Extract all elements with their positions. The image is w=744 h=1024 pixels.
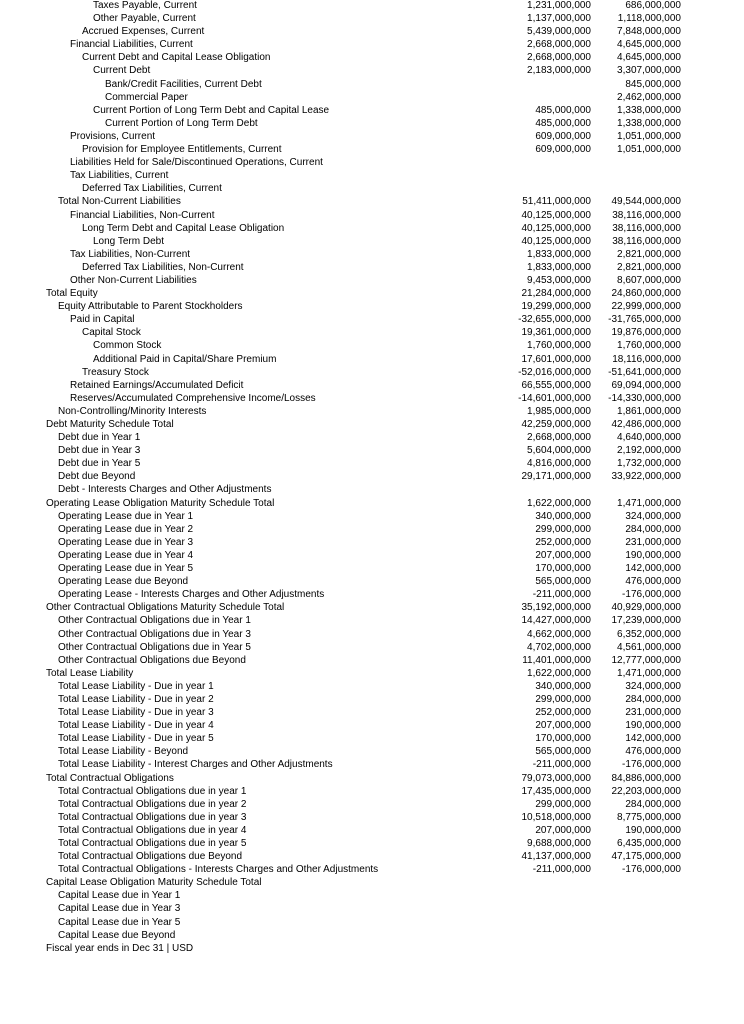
value-period-1: 4,662,000,000 <box>527 628 591 640</box>
row-label: Capital Lease due in Year 3 <box>58 903 181 915</box>
row-label: Total Contractual Obligations due in year 4 <box>58 824 247 836</box>
value-period-1: 485,000,000 <box>535 104 591 116</box>
row-label: Current Debt and Capital Lease Obligation <box>82 52 271 64</box>
value-period-1: 14,427,000,000 <box>521 615 591 627</box>
table-row <box>0 798 744 811</box>
row-label: Total Contractual Obligations due in year 3 <box>58 811 247 823</box>
table-row <box>0 444 744 457</box>
value-period-2: 40,929,000,000 <box>611 602 681 614</box>
row-label: Reserves/Accumulated Comprehensive Income/Losses <box>70 392 316 404</box>
value-period-1: -211,000,000 <box>532 589 591 601</box>
value-period-2: 190,000,000 <box>625 824 681 836</box>
value-period-1: -52,016,000,000 <box>518 366 591 378</box>
row-label: Taxes Payable, Current <box>93 0 197 11</box>
table-row <box>0 300 744 313</box>
value-period-1: 2,668,000,000 <box>527 39 591 51</box>
value-period-2: 47,175,000,000 <box>611 851 681 863</box>
row-label: Debt - Interests Charges and Other Adjustments <box>58 484 272 496</box>
value-period-2: 231,000,000 <box>625 707 681 719</box>
value-period-1: 170,000,000 <box>535 563 591 575</box>
value-period-1: 1,137,000,000 <box>527 13 591 25</box>
row-label: Deferred Tax Liabilities, Current <box>82 183 222 195</box>
value-period-2: 1,338,000,000 <box>617 104 681 116</box>
row-label: Capital Lease due in Year 5 <box>58 916 181 928</box>
row-label: Current Portion of Long Term Debt <box>105 117 258 129</box>
value-period-2: 1,471,000,000 <box>617 497 681 509</box>
row-label: Financial Liabilities, Current <box>70 39 193 51</box>
table-row <box>0 405 744 418</box>
table-row <box>0 457 744 470</box>
row-label: Other Contractual Obligations due in Year 5 <box>58 641 251 653</box>
row-label: Total Contractual Obligations due in year 5 <box>58 838 247 849</box>
row-label: Total Lease Liability - Due in year 3 <box>58 707 214 719</box>
value-period-2: 1,760,000,000 <box>617 340 681 352</box>
row-label: Operating Lease due Beyond <box>58 576 189 588</box>
value-period-2: 8,775,000,000 <box>617 811 681 823</box>
table-row <box>0 261 744 274</box>
row-label: Operating Lease due in Year 2 <box>58 523 194 535</box>
table-row <box>0 693 744 706</box>
table-row <box>0 169 744 182</box>
row-label: Other Non-Current Liabilities <box>70 274 197 286</box>
value-period-2: 12,777,000,000 <box>611 654 681 666</box>
table-row <box>0 536 744 549</box>
row-label: Other Contractual Obligations due in Year 1 <box>58 615 251 627</box>
value-period-2: 1,338,000,000 <box>617 117 681 129</box>
table-row <box>0 156 744 169</box>
row-label: Current Debt <box>93 65 151 77</box>
table-row <box>0 549 744 562</box>
value-period-1: 1,833,000,000 <box>527 261 591 273</box>
table-row <box>0 889 744 902</box>
table-row <box>0 12 744 25</box>
row-label: Commercial Paper <box>105 91 188 103</box>
row-label: Operating Lease due in Year 4 <box>58 549 194 561</box>
value-period-2: 19,876,000,000 <box>611 327 681 339</box>
value-period-2: 38,116,000,000 <box>612 222 681 234</box>
row-label: Paid in Capital <box>70 314 135 326</box>
value-period-1: 2,668,000,000 <box>527 432 591 444</box>
table-row <box>0 104 744 117</box>
row-label: Additional Paid in Capital/Share Premium <box>93 353 277 365</box>
value-period-1: 299,000,000 <box>535 798 591 810</box>
value-period-2: 324,000,000 <box>625 510 681 522</box>
table-row <box>0 588 744 601</box>
value-period-1: 299,000,000 <box>535 523 591 535</box>
table-row <box>0 353 744 366</box>
row-label: Total Non-Current Liabilities <box>58 196 181 208</box>
row-label: Tax Liabilities, Non-Current <box>70 248 191 260</box>
value-period-2: 6,352,000,000 <box>617 628 681 640</box>
value-period-2: 1,732,000,000 <box>617 458 681 470</box>
row-label: Other Contractual Obligations due Beyond <box>58 654 246 666</box>
row-label: Debt due in Year 1 <box>58 432 141 444</box>
table-row <box>0 680 744 693</box>
row-label: Total Lease Liability - Due in year 5 <box>58 733 214 745</box>
table-row <box>0 654 744 667</box>
value-period-1: 19,299,000,000 <box>521 301 591 313</box>
value-period-1: 299,000,000 <box>535 693 591 705</box>
value-period-1: 207,000,000 <box>535 824 591 836</box>
value-period-1: 609,000,000 <box>535 144 591 156</box>
value-period-1: 2,183,000,000 <box>527 65 591 77</box>
value-period-2: 2,192,000,000 <box>617 445 681 457</box>
row-label: Provisions, Current <box>70 130 156 142</box>
value-period-2: 84,886,000,000 <box>611 772 681 784</box>
table-row <box>0 837 744 850</box>
value-period-2: 22,203,000,000 <box>611 785 681 797</box>
value-period-2: 42,486,000,000 <box>611 419 681 430</box>
row-label: Provision for Employee Entitlements, Current <box>82 144 282 156</box>
value-period-1: 1,985,000,000 <box>527 405 591 417</box>
row-label: Total Lease Liability - Interest Charges and Other Adjustments <box>58 759 333 771</box>
table-row <box>0 38 744 51</box>
table-row <box>0 876 744 889</box>
value-period-2: 38,116,000,000 <box>612 235 681 247</box>
value-period-1: 40,125,000,000 <box>521 222 591 234</box>
value-period-2: 8,607,000,000 <box>617 274 681 286</box>
row-label: Other Contractual Obligations Maturity Schedule Total <box>46 602 285 614</box>
value-period-1: 609,000,000 <box>535 130 591 142</box>
row-label: Other Contractual Obligations due in Year 3 <box>58 628 251 640</box>
value-period-1: 1,760,000,000 <box>527 340 591 352</box>
table-row <box>0 929 744 942</box>
row-label: Long Term Debt <box>93 235 164 247</box>
table-row <box>0 706 744 719</box>
value-period-2: 1,051,000,000 <box>617 144 681 156</box>
table-row <box>0 902 744 915</box>
value-period-2: 324,000,000 <box>625 680 681 692</box>
value-period-2: 476,000,000 <box>625 746 681 758</box>
row-label: Total Equity <box>46 288 98 300</box>
row-label: Debt Maturity Schedule Total <box>46 419 174 430</box>
table-row <box>0 431 744 444</box>
value-period-2: -14,330,000,000 <box>608 392 681 404</box>
table-row <box>0 313 744 326</box>
table-row <box>0 824 744 837</box>
value-period-1: 207,000,000 <box>535 549 591 561</box>
row-label: Operating Lease Obligation Maturity Schedule Total <box>46 497 275 509</box>
value-period-2: 2,821,000,000 <box>617 248 681 260</box>
row-label: Non-Controlling/Minority Interests <box>58 405 207 417</box>
table-row <box>0 78 744 91</box>
value-period-1: 40,125,000,000 <box>521 209 591 221</box>
value-period-1: 485,000,000 <box>535 117 591 129</box>
value-period-1: 11,401,000,000 <box>522 654 591 666</box>
row-label: Financial Liabilities, Non-Current <box>70 209 215 221</box>
value-period-2: 686,000,000 <box>625 0 681 11</box>
table-row <box>0 235 744 248</box>
value-period-1: 9,453,000,000 <box>527 274 591 286</box>
table-row <box>0 25 744 38</box>
value-period-1: 207,000,000 <box>535 720 591 732</box>
row-label: Total Contractual Obligations due in year 2 <box>58 798 247 810</box>
table-row <box>0 0 744 12</box>
table-row <box>0 850 744 863</box>
table-row <box>0 628 744 641</box>
value-period-2: 18,116,000,000 <box>612 353 681 365</box>
table-row <box>0 562 744 575</box>
table-row <box>0 379 744 392</box>
table-row <box>0 287 744 300</box>
row-label: Debt due Beyond <box>58 471 136 483</box>
table-row <box>0 470 744 483</box>
value-period-2: 4,645,000,000 <box>617 39 681 51</box>
value-period-1: 21,284,000,000 <box>521 288 591 300</box>
value-period-1: 10,518,000,000 <box>521 811 591 823</box>
row-label: Accrued Expenses, Current <box>82 26 205 38</box>
value-period-1: -211,000,000 <box>532 864 591 876</box>
value-period-2: 22,999,000,000 <box>611 301 681 313</box>
value-period-2: 284,000,000 <box>625 693 681 705</box>
table-row <box>0 510 744 523</box>
table-row <box>0 143 744 156</box>
table-row <box>0 863 744 876</box>
table-row <box>0 758 744 771</box>
table-row <box>0 811 744 824</box>
value-period-1: 41,137,000,000 <box>521 851 591 863</box>
table-row <box>0 601 744 614</box>
value-period-1: 252,000,000 <box>535 536 591 548</box>
value-period-1: 40,125,000,000 <box>521 235 591 247</box>
value-period-2: -176,000,000 <box>622 759 681 771</box>
table-row <box>0 64 744 77</box>
row-label: Operating Lease due in Year 3 <box>58 536 194 548</box>
table-row <box>0 51 744 64</box>
table-row <box>0 732 744 745</box>
value-period-1: 252,000,000 <box>535 707 591 719</box>
table-row <box>0 745 744 758</box>
table-row <box>0 195 744 208</box>
value-period-2: -51,641,000,000 <box>608 366 681 378</box>
value-period-2: -31,765,000,000 <box>608 314 681 326</box>
table-row <box>0 916 744 929</box>
value-period-2: 1,471,000,000 <box>617 667 681 679</box>
row-label: Long Term Debt and Capital Lease Obligation <box>82 222 285 234</box>
row-label: Current Portion of Long Term Debt and Capital Lease <box>93 104 330 116</box>
value-period-2: 1,118,000,000 <box>617 13 681 25</box>
table-row <box>0 182 744 195</box>
table-row <box>0 209 744 222</box>
table-row <box>0 483 744 496</box>
value-period-1: 35,192,000,000 <box>521 602 591 614</box>
table-row <box>0 366 744 379</box>
value-period-1: 17,435,000,000 <box>521 785 591 797</box>
value-period-2: 231,000,000 <box>625 536 681 548</box>
value-period-2: 33,922,000,000 <box>611 471 681 483</box>
row-label: Equity Attributable to Parent Stockholders <box>58 301 243 313</box>
value-period-2: 17,239,000,000 <box>611 615 681 627</box>
value-period-1: 42,259,000,000 <box>521 419 591 430</box>
row-label: Deferred Tax Liabilities, Non-Current <box>82 261 244 273</box>
value-period-1: 79,073,000,000 <box>521 772 591 784</box>
row-label: Tax Liabilities, Current <box>70 170 169 182</box>
table-row <box>0 523 744 536</box>
table-row <box>0 418 744 431</box>
value-period-2: -176,000,000 <box>622 589 681 601</box>
table-row <box>0 392 744 405</box>
row-label: Capital Lease due Beyond <box>58 929 176 941</box>
value-period-1: 29,171,000,000 <box>521 471 591 483</box>
value-period-1: 66,555,000,000 <box>521 379 591 391</box>
row-label: Total Lease Liability <box>46 667 134 679</box>
row-label: Total Contractual Obligations due Beyond <box>58 851 243 863</box>
row-label: Bank/Credit Facilities, Current Debt <box>105 78 262 90</box>
row-label: Total Lease Liability - Due in year 2 <box>58 693 214 705</box>
value-period-2: 7,848,000,000 <box>617 26 681 38</box>
value-period-1: 1,622,000,000 <box>527 667 591 679</box>
value-period-2: 142,000,000 <box>625 563 681 575</box>
value-period-1: 4,816,000,000 <box>527 458 591 470</box>
value-period-2: 49,544,000,000 <box>611 196 681 208</box>
value-period-2: 1,051,000,000 <box>617 130 681 142</box>
value-period-2: 3,307,000,000 <box>617 65 681 77</box>
row-label: Total Lease Liability - Due in year 4 <box>58 720 214 732</box>
value-period-2: 69,094,000,000 <box>611 379 681 391</box>
table-row <box>0 719 744 732</box>
row-label: Total Lease Liability - Due in year 1 <box>58 680 214 692</box>
table-row <box>0 248 744 261</box>
row-label: Total Contractual Obligations - Interests Charges and Other Adjustments <box>58 864 379 876</box>
table-row <box>0 274 744 287</box>
value-period-1: 1,622,000,000 <box>527 497 591 509</box>
row-label: Debt due in Year 3 <box>58 445 141 457</box>
value-period-2: 24,860,000,000 <box>611 288 681 300</box>
value-period-2: 6,435,000,000 <box>617 838 681 849</box>
row-label: Operating Lease due in Year 5 <box>58 563 194 575</box>
value-period-1: 9,688,000,000 <box>527 838 591 849</box>
value-period-1: 1,231,000,000 <box>527 0 591 11</box>
value-period-2: 190,000,000 <box>625 549 681 561</box>
value-period-2: 284,000,000 <box>625 798 681 810</box>
row-label: Total Lease Liability - Beyond <box>58 746 189 758</box>
table-row <box>0 785 744 798</box>
value-period-2: 284,000,000 <box>625 523 681 535</box>
value-period-1: 51,411,000,000 <box>522 196 591 208</box>
value-period-2: 190,000,000 <box>625 720 681 732</box>
row-label: Operating Lease - Interests Charges and Other Adjustments <box>58 589 325 601</box>
value-period-2: 4,561,000,000 <box>617 641 681 653</box>
table-row <box>0 772 744 785</box>
table-row <box>0 339 744 352</box>
table-row <box>0 326 744 339</box>
value-period-1: 340,000,000 <box>535 510 591 522</box>
row-label: Capital Lease due in Year 1 <box>58 890 181 902</box>
value-period-2: 142,000,000 <box>625 733 681 745</box>
row-label: Operating Lease due in Year 1 <box>58 510 194 522</box>
table-row <box>0 614 744 627</box>
table-row <box>0 497 744 510</box>
row-label: Debt due in Year 5 <box>58 458 141 470</box>
table-row <box>0 130 744 143</box>
table-row <box>0 222 744 235</box>
value-period-1: 565,000,000 <box>535 576 591 588</box>
table-row <box>0 117 744 130</box>
value-period-1: 170,000,000 <box>535 733 591 745</box>
value-period-2: 476,000,000 <box>625 576 681 588</box>
value-period-1: 5,604,000,000 <box>527 445 591 457</box>
row-label: Capital Lease Obligation Maturity Schedule Total <box>46 877 262 889</box>
value-period-1: 17,601,000,000 <box>521 353 591 365</box>
value-period-2: -176,000,000 <box>622 864 681 876</box>
value-period-2: 38,116,000,000 <box>612 209 681 221</box>
value-period-2: 4,640,000,000 <box>617 432 681 444</box>
value-period-2: 2,821,000,000 <box>617 261 681 273</box>
row-label: Capital Stock <box>82 327 141 339</box>
value-period-1: -14,601,000,000 <box>518 392 591 404</box>
row-label: Total Contractual Obligations <box>46 772 174 784</box>
value-period-2: 845,000,000 <box>625 78 681 90</box>
row-label: Common Stock <box>93 340 162 352</box>
value-period-2: 2,462,000,000 <box>617 91 681 103</box>
value-period-2: 4,645,000,000 <box>617 52 681 64</box>
row-label: Total Contractual Obligations due in year 1 <box>58 785 247 797</box>
table-row <box>0 91 744 104</box>
value-period-2: 1,861,000,000 <box>617 405 681 417</box>
value-period-1: 4,702,000,000 <box>527 641 591 653</box>
value-period-1: 340,000,000 <box>535 680 591 692</box>
table-row <box>0 575 744 588</box>
row-label: Liabilities Held for Sale/Discontinued Operations, Current <box>70 157 323 169</box>
value-period-1: 1,833,000,000 <box>527 248 591 260</box>
value-period-1: 5,439,000,000 <box>527 26 591 38</box>
row-label: Retained Earnings/Accumulated Deficit <box>70 379 244 391</box>
value-period-1: 19,361,000,000 <box>521 327 591 339</box>
table-row <box>0 641 744 654</box>
value-period-1: 2,668,000,000 <box>527 52 591 64</box>
value-period-1: 565,000,000 <box>535 746 591 758</box>
row-label: Other Payable, Current <box>93 13 196 25</box>
row-label: Treasury Stock <box>82 366 149 378</box>
value-period-1: -32,655,000,000 <box>518 314 591 326</box>
value-period-1: -211,000,000 <box>532 759 591 771</box>
fiscal-year-footer: Fiscal year ends in Dec 31 | USD <box>46 942 194 954</box>
table-row <box>0 667 744 680</box>
